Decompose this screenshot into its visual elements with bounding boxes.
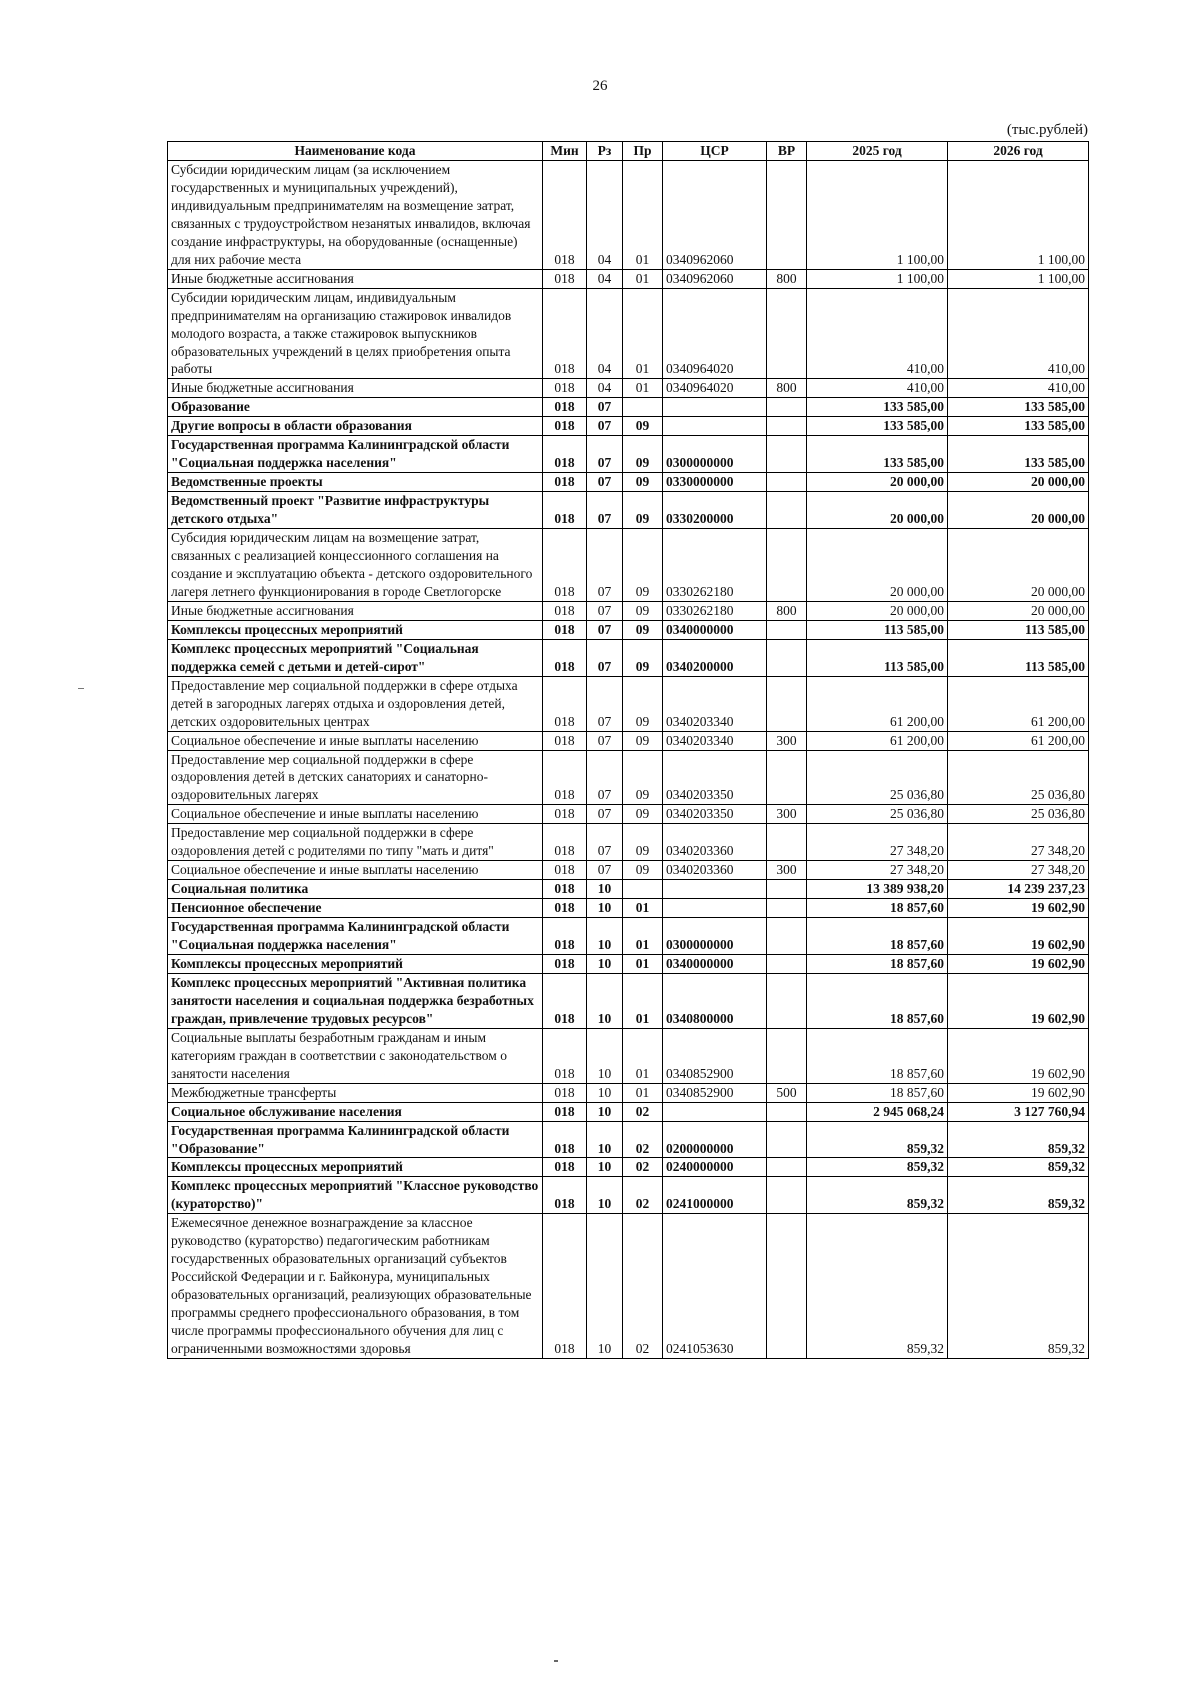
cell-min: 018 bbox=[543, 436, 587, 473]
cell-vr: 500 bbox=[767, 1083, 807, 1102]
cell-csr: 0330262180 bbox=[663, 601, 767, 620]
table-row bbox=[168, 161, 1089, 270]
cell-csr: 0300000000 bbox=[663, 436, 767, 473]
cell-csr: 0240000000 bbox=[663, 1158, 767, 1177]
cell-2026: 859,32 bbox=[948, 1121, 1089, 1158]
table-row bbox=[168, 805, 1089, 824]
cell-vr bbox=[767, 1214, 807, 1359]
cell-pr: 09 bbox=[623, 805, 663, 824]
table-body bbox=[168, 161, 1089, 1359]
cell-vr bbox=[767, 288, 807, 379]
cell-csr: 0330200000 bbox=[663, 492, 767, 529]
cell-2026: 113 585,00 bbox=[948, 639, 1089, 676]
cell-2026: 133 585,00 bbox=[948, 398, 1089, 417]
cell-min: 018 bbox=[543, 1083, 587, 1102]
cell-2026: 859,32 bbox=[948, 1214, 1089, 1359]
cell-csr bbox=[663, 398, 767, 417]
header-2025: 2025 год bbox=[807, 142, 948, 161]
cell-name: Межбюджетные трансферты bbox=[168, 1083, 543, 1102]
cell-min: 018 bbox=[543, 918, 587, 955]
cell-csr: 0340964020 bbox=[663, 288, 767, 379]
cell-name: Предоставление мер социальной поддержки в сфере оздоровления детей с родителями по типу "мать и дитя" bbox=[168, 824, 543, 861]
cell-pr: 09 bbox=[623, 601, 663, 620]
cell-min: 018 bbox=[543, 899, 587, 918]
cell-2026: 19 602,90 bbox=[948, 1083, 1089, 1102]
cell-rz: 10 bbox=[587, 1177, 623, 1214]
cell-vr: 800 bbox=[767, 379, 807, 398]
cell-name: Пенсионное обеспечение bbox=[168, 899, 543, 918]
cell-csr: 0241000000 bbox=[663, 1177, 767, 1214]
cell-min: 018 bbox=[543, 492, 587, 529]
cell-2026: 19 602,90 bbox=[948, 899, 1089, 918]
cell-pr: 09 bbox=[623, 824, 663, 861]
cell-2026: 27 348,20 bbox=[948, 824, 1089, 861]
cell-2026: 14 239 237,23 bbox=[948, 880, 1089, 899]
cell-min: 018 bbox=[543, 417, 587, 436]
cell-csr: 0340203350 bbox=[663, 805, 767, 824]
table-row bbox=[168, 731, 1089, 750]
cell-vr bbox=[767, 750, 807, 805]
cell-2025: 27 348,20 bbox=[807, 824, 948, 861]
cell-rz: 07 bbox=[587, 529, 623, 602]
cell-csr: 0241053630 bbox=[663, 1214, 767, 1359]
cell-2025: 2 945 068,24 bbox=[807, 1102, 948, 1121]
table-row bbox=[168, 1214, 1089, 1359]
cell-2025: 1 100,00 bbox=[807, 269, 948, 288]
cell-rz: 07 bbox=[587, 639, 623, 676]
cell-name: Субсидии юридическим лицам, индивидуальным предпринимателям на организацию стажировок инвалидов молодого возраста, а также стажировок выпускников образовательных учреждений в целях приобретения опыта работы bbox=[168, 288, 543, 379]
cell-min: 018 bbox=[543, 1177, 587, 1214]
cell-csr bbox=[663, 899, 767, 918]
cell-2025: 18 857,60 bbox=[807, 954, 948, 973]
cell-name: Комплексы процессных мероприятий bbox=[168, 1158, 543, 1177]
cell-2026: 3 127 760,94 bbox=[948, 1102, 1089, 1121]
cell-vr bbox=[767, 918, 807, 955]
cell-min: 018 bbox=[543, 1102, 587, 1121]
cell-vr: 300 bbox=[767, 861, 807, 880]
cell-name: Социальные выплаты безработным гражданам и иным категориям граждан в соответствии с законодательством о занятости населения bbox=[168, 1028, 543, 1083]
cell-rz: 07 bbox=[587, 492, 623, 529]
cell-2025: 61 200,00 bbox=[807, 731, 948, 750]
table-row bbox=[168, 436, 1089, 473]
cell-vr bbox=[767, 899, 807, 918]
cell-2025: 27 348,20 bbox=[807, 861, 948, 880]
table-row bbox=[168, 824, 1089, 861]
cell-pr: 01 bbox=[623, 379, 663, 398]
cell-2025: 113 585,00 bbox=[807, 620, 948, 639]
cell-csr bbox=[663, 1102, 767, 1121]
cell-csr: 0340203350 bbox=[663, 750, 767, 805]
cell-pr: 02 bbox=[623, 1158, 663, 1177]
cell-pr: 01 bbox=[623, 1083, 663, 1102]
cell-vr bbox=[767, 824, 807, 861]
header-pr: Пр bbox=[623, 142, 663, 161]
cell-rz: 04 bbox=[587, 379, 623, 398]
table-row bbox=[168, 899, 1089, 918]
cell-2025: 1 100,00 bbox=[807, 161, 948, 270]
cell-2025: 20 000,00 bbox=[807, 601, 948, 620]
cell-rz: 07 bbox=[587, 731, 623, 750]
cell-vr: 800 bbox=[767, 601, 807, 620]
cell-min: 018 bbox=[543, 398, 587, 417]
table-row bbox=[168, 492, 1089, 529]
cell-2025: 859,32 bbox=[807, 1214, 948, 1359]
cell-csr: 0300000000 bbox=[663, 918, 767, 955]
cell-min: 018 bbox=[543, 161, 587, 270]
cell-csr: 0340962060 bbox=[663, 269, 767, 288]
cell-rz: 07 bbox=[587, 601, 623, 620]
cell-name: Предоставление мер социальной поддержки в сфере отдыха детей в загородных лагерях отдыха и оздоровления детей, детских оздоровительных центрах bbox=[168, 676, 543, 731]
cell-2025: 410,00 bbox=[807, 288, 948, 379]
cell-2026: 113 585,00 bbox=[948, 620, 1089, 639]
cell-rz: 10 bbox=[587, 1214, 623, 1359]
cell-2025: 133 585,00 bbox=[807, 398, 948, 417]
cell-vr bbox=[767, 954, 807, 973]
table-row bbox=[168, 288, 1089, 379]
cell-name: Предоставление мер социальной поддержки в сфере оздоровления детей в детских санаториях и санаторно-оздоровительных лагерях bbox=[168, 750, 543, 805]
cell-vr: 800 bbox=[767, 269, 807, 288]
cell-2026: 19 602,90 bbox=[948, 1028, 1089, 1083]
cell-rz: 10 bbox=[587, 954, 623, 973]
cell-2025: 25 036,80 bbox=[807, 805, 948, 824]
scan-mark-bottom bbox=[554, 1660, 558, 1662]
cell-rz: 04 bbox=[587, 269, 623, 288]
cell-2026: 20 000,00 bbox=[948, 473, 1089, 492]
page-number: 26 bbox=[592, 78, 608, 94]
cell-pr: 09 bbox=[623, 639, 663, 676]
cell-pr: 09 bbox=[623, 620, 663, 639]
cell-rz: 07 bbox=[587, 824, 623, 861]
cell-rz: 07 bbox=[587, 750, 623, 805]
cell-vr: 300 bbox=[767, 805, 807, 824]
cell-rz: 07 bbox=[587, 676, 623, 731]
scan-mark-left bbox=[78, 688, 84, 689]
cell-vr bbox=[767, 436, 807, 473]
cell-pr: 02 bbox=[623, 1121, 663, 1158]
cell-name: Ежемесячное денежное вознаграждение за классное руководство (кураторство) педагогическим работникам государственных образовательных организаций субъектов Российской Федерации и г. Байконура, муниципальных образовательных организаций, реализующих образовательные программы среднего профессионального образования, в том числе программы профессионального обучения для лиц с ограниченными возможностями здоровья bbox=[168, 1214, 543, 1359]
table-row bbox=[168, 1102, 1089, 1121]
cell-min: 018 bbox=[543, 880, 587, 899]
cell-pr bbox=[623, 398, 663, 417]
cell-name: Государственная программа Калининградской области "Социальная поддержка населения" bbox=[168, 918, 543, 955]
cell-2025: 18 857,60 bbox=[807, 1028, 948, 1083]
cell-rz: 10 bbox=[587, 1083, 623, 1102]
cell-name: Иные бюджетные ассигнования bbox=[168, 601, 543, 620]
cell-rz: 10 bbox=[587, 880, 623, 899]
cell-2025: 133 585,00 bbox=[807, 417, 948, 436]
cell-pr: 01 bbox=[623, 288, 663, 379]
cell-min: 018 bbox=[543, 750, 587, 805]
table-row bbox=[168, 880, 1089, 899]
cell-pr: 09 bbox=[623, 731, 663, 750]
cell-2026: 410,00 bbox=[948, 288, 1089, 379]
table-row bbox=[168, 1083, 1089, 1102]
cell-2026: 19 602,90 bbox=[948, 954, 1089, 973]
budget-table bbox=[167, 141, 1089, 1359]
cell-2025: 859,32 bbox=[807, 1121, 948, 1158]
cell-csr bbox=[663, 417, 767, 436]
cell-csr: 0330000000 bbox=[663, 473, 767, 492]
cell-2026: 1 100,00 bbox=[948, 161, 1089, 270]
cell-rz: 07 bbox=[587, 473, 623, 492]
cell-rz: 10 bbox=[587, 973, 623, 1028]
cell-rz: 07 bbox=[587, 436, 623, 473]
cell-2026: 61 200,00 bbox=[948, 676, 1089, 731]
cell-vr: 300 bbox=[767, 731, 807, 750]
cell-rz: 04 bbox=[587, 288, 623, 379]
cell-min: 018 bbox=[543, 529, 587, 602]
table-row bbox=[168, 973, 1089, 1028]
cell-name: Комплексы процессных мероприятий bbox=[168, 954, 543, 973]
cell-2025: 133 585,00 bbox=[807, 436, 948, 473]
cell-rz: 07 bbox=[587, 620, 623, 639]
cell-min: 018 bbox=[543, 1121, 587, 1158]
table-row bbox=[168, 1158, 1089, 1177]
cell-min: 018 bbox=[543, 1028, 587, 1083]
cell-2025: 113 585,00 bbox=[807, 639, 948, 676]
cell-min: 018 bbox=[543, 601, 587, 620]
cell-pr: 09 bbox=[623, 529, 663, 602]
cell-2026: 1 100,00 bbox=[948, 269, 1089, 288]
cell-pr: 09 bbox=[623, 861, 663, 880]
cell-pr: 01 bbox=[623, 954, 663, 973]
cell-2026: 20 000,00 bbox=[948, 529, 1089, 602]
cell-pr: 09 bbox=[623, 750, 663, 805]
cell-2026: 20 000,00 bbox=[948, 492, 1089, 529]
cell-csr: 0340964020 bbox=[663, 379, 767, 398]
table-row bbox=[168, 861, 1089, 880]
cell-pr bbox=[623, 880, 663, 899]
cell-pr: 01 bbox=[623, 269, 663, 288]
cell-csr: 0340800000 bbox=[663, 973, 767, 1028]
cell-vr bbox=[767, 417, 807, 436]
cell-rz: 07 bbox=[587, 805, 623, 824]
cell-rz: 10 bbox=[587, 918, 623, 955]
cell-name: Социальное обеспечение и иные выплаты населению bbox=[168, 731, 543, 750]
cell-pr: 09 bbox=[623, 492, 663, 529]
table-header bbox=[168, 142, 1089, 161]
cell-2026: 27 348,20 bbox=[948, 861, 1089, 880]
cell-vr bbox=[767, 1121, 807, 1158]
table-row bbox=[168, 676, 1089, 731]
cell-2025: 18 857,60 bbox=[807, 1083, 948, 1102]
table-row bbox=[168, 918, 1089, 955]
cell-2026: 19 602,90 bbox=[948, 918, 1089, 955]
cell-min: 018 bbox=[543, 824, 587, 861]
cell-vr bbox=[767, 620, 807, 639]
cell-rz: 10 bbox=[587, 1102, 623, 1121]
cell-vr bbox=[767, 973, 807, 1028]
header-rz: Рз bbox=[587, 142, 623, 161]
cell-rz: 10 bbox=[587, 899, 623, 918]
cell-2025: 18 857,60 bbox=[807, 918, 948, 955]
cell-vr bbox=[767, 492, 807, 529]
cell-vr bbox=[767, 676, 807, 731]
cell-2026: 859,32 bbox=[948, 1177, 1089, 1214]
cell-min: 018 bbox=[543, 269, 587, 288]
cell-min: 018 bbox=[543, 731, 587, 750]
table-row bbox=[168, 1028, 1089, 1083]
cell-csr: 0340000000 bbox=[663, 620, 767, 639]
cell-2026: 25 036,80 bbox=[948, 805, 1089, 824]
cell-2026: 19 602,90 bbox=[948, 973, 1089, 1028]
cell-2026: 133 585,00 bbox=[948, 436, 1089, 473]
cell-rz: 10 bbox=[587, 1028, 623, 1083]
cell-min: 018 bbox=[543, 639, 587, 676]
cell-2026: 25 036,80 bbox=[948, 750, 1089, 805]
header-min: Мин bbox=[543, 142, 587, 161]
cell-vr bbox=[767, 1158, 807, 1177]
cell-2025: 859,32 bbox=[807, 1177, 948, 1214]
table-row bbox=[168, 750, 1089, 805]
header-vr: ВР bbox=[767, 142, 807, 161]
cell-vr bbox=[767, 161, 807, 270]
cell-min: 018 bbox=[543, 973, 587, 1028]
cell-csr: 0340852900 bbox=[663, 1083, 767, 1102]
cell-csr: 0330262180 bbox=[663, 529, 767, 602]
table-row bbox=[168, 620, 1089, 639]
cell-pr: 02 bbox=[623, 1102, 663, 1121]
cell-pr: 01 bbox=[623, 161, 663, 270]
cell-name: Ведомственный проект "Развитие инфраструктуры детского отдыха" bbox=[168, 492, 543, 529]
cell-2025: 20 000,00 bbox=[807, 529, 948, 602]
cell-name: Ведомственные проекты bbox=[168, 473, 543, 492]
cell-2026: 410,00 bbox=[948, 379, 1089, 398]
table-row bbox=[168, 601, 1089, 620]
cell-csr: 0340852900 bbox=[663, 1028, 767, 1083]
header-name: Наименование кода bbox=[168, 142, 543, 161]
cell-2025: 25 036,80 bbox=[807, 750, 948, 805]
header-csr: ЦСР bbox=[663, 142, 767, 161]
table-row bbox=[168, 639, 1089, 676]
cell-rz: 10 bbox=[587, 1121, 623, 1158]
cell-csr: 0200000000 bbox=[663, 1121, 767, 1158]
cell-pr: 09 bbox=[623, 473, 663, 492]
table-row bbox=[168, 269, 1089, 288]
cell-min: 018 bbox=[543, 805, 587, 824]
cell-pr: 09 bbox=[623, 676, 663, 731]
cell-csr bbox=[663, 880, 767, 899]
cell-min: 018 bbox=[543, 379, 587, 398]
cell-2025: 20 000,00 bbox=[807, 473, 948, 492]
cell-2025: 13 389 938,20 bbox=[807, 880, 948, 899]
cell-vr bbox=[767, 1177, 807, 1214]
cell-vr bbox=[767, 529, 807, 602]
cell-pr: 09 bbox=[623, 436, 663, 473]
cell-vr bbox=[767, 1028, 807, 1083]
cell-name: Комплекс процессных мероприятий "Социальная поддержка семей с детьми и детей-сирот" bbox=[168, 639, 543, 676]
cell-pr: 01 bbox=[623, 918, 663, 955]
cell-csr: 0340962060 bbox=[663, 161, 767, 270]
cell-min: 018 bbox=[543, 1158, 587, 1177]
cell-2025: 18 857,60 bbox=[807, 973, 948, 1028]
cell-pr: 09 bbox=[623, 417, 663, 436]
cell-2025: 18 857,60 bbox=[807, 899, 948, 918]
table-row bbox=[168, 398, 1089, 417]
cell-name: Субсидия юридическим лицам на возмещение затрат, связанных с реализацией концессионного соглашения на создание и эксплуатацию объекта - детского оздоровительного лагеря летнего функционирования в городе Светлогорске bbox=[168, 529, 543, 602]
cell-vr bbox=[767, 880, 807, 899]
cell-name: Комплекс процессных мероприятий "Активная политика занятости населения и социальная поддержка безработных граждан, привлечение трудовых ресурсов" bbox=[168, 973, 543, 1028]
cell-vr bbox=[767, 639, 807, 676]
cell-min: 018 bbox=[543, 473, 587, 492]
cell-2025: 61 200,00 bbox=[807, 676, 948, 731]
cell-csr: 0340203360 bbox=[663, 824, 767, 861]
cell-name: Иные бюджетные ассигнования bbox=[168, 379, 543, 398]
cell-name: Социальное обеспечение и иные выплаты населению bbox=[168, 861, 543, 880]
cell-pr: 01 bbox=[623, 1028, 663, 1083]
table-row bbox=[168, 954, 1089, 973]
cell-name: Комплексы процессных мероприятий bbox=[168, 620, 543, 639]
cell-pr: 01 bbox=[623, 899, 663, 918]
cell-name: Субсидии юридическим лицам (за исключением государственных и муниципальных учреждений), индивидуальным предпринимателям на возмещение затрат, связанных с трудоустройством незанятых инвалидов, включая создание инфраструктуры, на оборудованные (оснащенные) для них рабочие места bbox=[168, 161, 543, 270]
cell-pr: 02 bbox=[623, 1214, 663, 1359]
table-row bbox=[168, 1121, 1089, 1158]
cell-min: 018 bbox=[543, 1214, 587, 1359]
table-row bbox=[168, 379, 1089, 398]
cell-name: Государственная программа Калининградской области "Социальная поддержка населения" bbox=[168, 436, 543, 473]
cell-rz: 07 bbox=[587, 417, 623, 436]
units-note: (тыс.рублей) bbox=[1006, 122, 1088, 138]
cell-vr bbox=[767, 398, 807, 417]
cell-vr bbox=[767, 1102, 807, 1121]
cell-2026: 61 200,00 bbox=[948, 731, 1089, 750]
cell-pr: 01 bbox=[623, 973, 663, 1028]
cell-2026: 133 585,00 bbox=[948, 417, 1089, 436]
cell-rz: 07 bbox=[587, 398, 623, 417]
cell-name: Государственная программа Калининградской области "Образование" bbox=[168, 1121, 543, 1158]
cell-2025: 20 000,00 bbox=[807, 492, 948, 529]
cell-rz: 04 bbox=[587, 161, 623, 270]
cell-name: Социальное обеспечение и иные выплаты населению bbox=[168, 805, 543, 824]
cell-name: Социальная политика bbox=[168, 880, 543, 899]
cell-2025: 410,00 bbox=[807, 379, 948, 398]
cell-2026: 20 000,00 bbox=[948, 601, 1089, 620]
cell-rz: 07 bbox=[587, 861, 623, 880]
cell-min: 018 bbox=[543, 954, 587, 973]
cell-name: Иные бюджетные ассигнования bbox=[168, 269, 543, 288]
table-row bbox=[168, 417, 1089, 436]
cell-csr: 0340200000 bbox=[663, 639, 767, 676]
cell-rz: 10 bbox=[587, 1158, 623, 1177]
cell-min: 018 bbox=[543, 861, 587, 880]
cell-name: Комплекс процессных мероприятий "Классное руководство (кураторство)" bbox=[168, 1177, 543, 1214]
cell-pr: 02 bbox=[623, 1177, 663, 1214]
cell-min: 018 bbox=[543, 620, 587, 639]
cell-min: 018 bbox=[543, 288, 587, 379]
cell-csr: 0340203340 bbox=[663, 731, 767, 750]
cell-csr: 0340000000 bbox=[663, 954, 767, 973]
cell-2026: 859,32 bbox=[948, 1158, 1089, 1177]
table-row bbox=[168, 529, 1089, 602]
cell-min: 018 bbox=[543, 676, 587, 731]
cell-name: Другие вопросы в области образования bbox=[168, 417, 543, 436]
cell-name: Социальное обслуживание населения bbox=[168, 1102, 543, 1121]
cell-vr bbox=[767, 473, 807, 492]
cell-name: Образование bbox=[168, 398, 543, 417]
cell-2025: 859,32 bbox=[807, 1158, 948, 1177]
cell-csr: 0340203340 bbox=[663, 676, 767, 731]
cell-csr: 0340203360 bbox=[663, 861, 767, 880]
table-row bbox=[168, 1177, 1089, 1214]
table-row bbox=[168, 473, 1089, 492]
header-2026: 2026 год bbox=[948, 142, 1089, 161]
